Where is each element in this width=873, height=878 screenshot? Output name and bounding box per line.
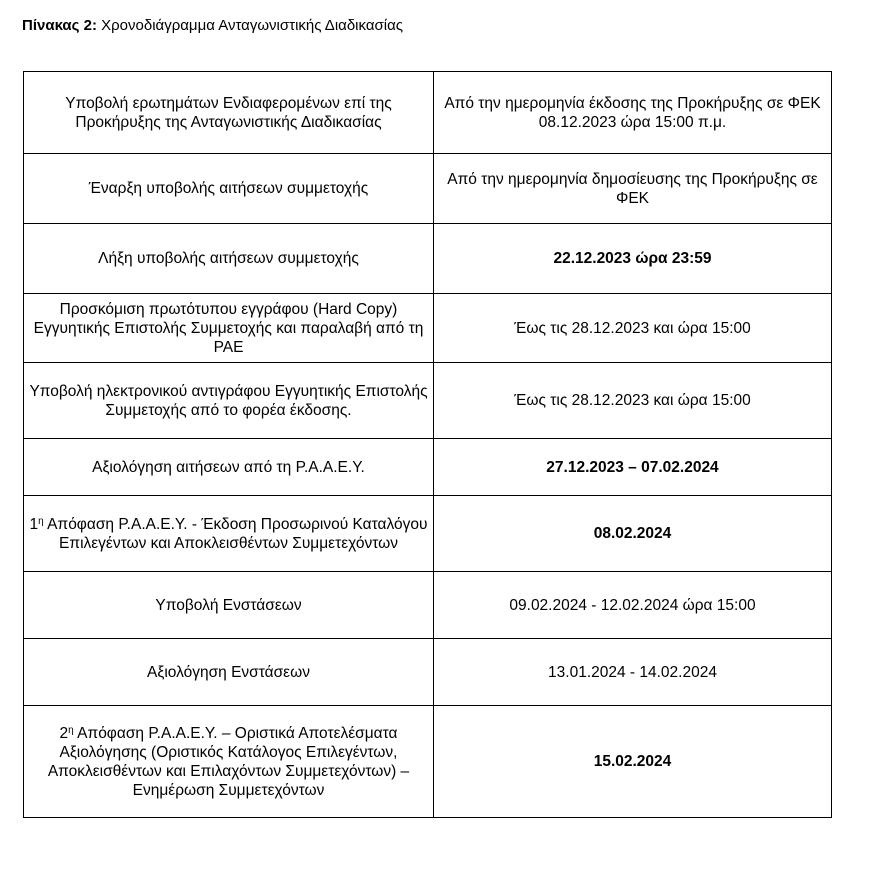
date-cell: 22.12.2023 ώρα 23:59: [434, 224, 832, 294]
table-row: [24, 572, 832, 639]
stage-text: Απόφαση Ρ.Α.Α.Ε.Υ. – Οριστικά Αποτελέσματα Αξιολόγησης (Οριστικός Κατάλογος Επιλεγέντων, Αποκλεισθέντων και Επιλαχόντων Συμμετεχόντων) – Ενημέρωση Συμμετεχόντων: [47, 724, 410, 799]
date-cell: Από την ημερομηνία δημοσίευσης της Προκήρυξης σε ΦΕΚ: [434, 154, 832, 224]
stage-ordinal-suffix: η: [38, 515, 44, 527]
stage-ordinal: 2: [59, 724, 69, 742]
stage-ordinal: 1: [29, 515, 39, 533]
date-cell: 13.01.2024 - 14.02.2024: [434, 639, 832, 706]
table-row: [24, 72, 832, 154]
date-cell: Έως τις 28.12.2023 και ώρα 15:00: [434, 294, 832, 363]
table-row: [24, 294, 832, 363]
date-cell: 09.02.2024 - 12.02.2024 ώρα 15:00: [434, 572, 832, 639]
stage-cell: Λήξη υποβολής αιτήσεων συμμετοχής: [24, 224, 434, 294]
stage-ordinal-suffix: η: [68, 724, 74, 736]
stage-cell: Αξιολόγηση Ενστάσεων: [24, 639, 434, 706]
timeline-table: [23, 71, 832, 818]
caption-title: Χρονοδιάγραμμα Ανταγωνιστικής Διαδικασίας: [101, 17, 403, 34]
stage-text: Απόφαση Ρ.Α.Α.Ε.Υ. - Έκδοση Προσωρινού Καταλόγου Επιλεγέντων και Αποκλεισθέντων Συμμετεχόντων: [47, 515, 428, 552]
date-cell: Έως τις 28.12.2023 και ώρα 15:00: [434, 363, 832, 439]
stage-cell: Υποβολή ηλεκτρονικού αντιγράφου Εγγυητικής Επιστολής Συμμετοχής από το φορέα έκδοσης.: [24, 363, 434, 439]
stage-cell: Προσκόμιση πρωτότυπου εγγράφου (Hard Copy) Εγγυητικής Επιστολής Συμμετοχής και παραλαβή από τη ΡΑΕ: [24, 294, 434, 363]
stage-cell: Υποβολή Ενστάσεων: [24, 572, 434, 639]
stage-cell: [24, 496, 434, 572]
date-cell: 27.12.2023 – 07.02.2024: [434, 439, 832, 496]
caption-label: Πίνακας 2:: [22, 17, 97, 34]
table-row: [24, 639, 832, 706]
table-row: [24, 496, 832, 572]
stage-cell: Έναρξη υποβολής αιτήσεων συμμετοχής: [24, 154, 434, 224]
stage-cell: Αξιολόγηση αιτήσεων από τη Ρ.Α.Α.Ε.Υ.: [24, 439, 434, 496]
date-cell: 15.02.2024: [434, 706, 832, 818]
stage-cell: Υποβολή ερωτημάτων Ενδιαφερομένων επί της Προκήρυξης της Ανταγωνιστικής Διαδικασίας: [24, 72, 434, 154]
table-row: [24, 363, 832, 439]
table-row: [24, 154, 832, 224]
table-caption: [22, 17, 403, 34]
date-cell: Από την ημερομηνία έκδοσης της Προκήρυξης σε ΦΕΚ 08.12.2023 ώρα 15:00 π.μ.: [434, 72, 832, 154]
date-cell: 08.02.2024: [434, 496, 832, 572]
table-row: [24, 224, 832, 294]
stage-cell: [24, 706, 434, 818]
table-row: [24, 706, 832, 818]
table-row: [24, 439, 832, 496]
